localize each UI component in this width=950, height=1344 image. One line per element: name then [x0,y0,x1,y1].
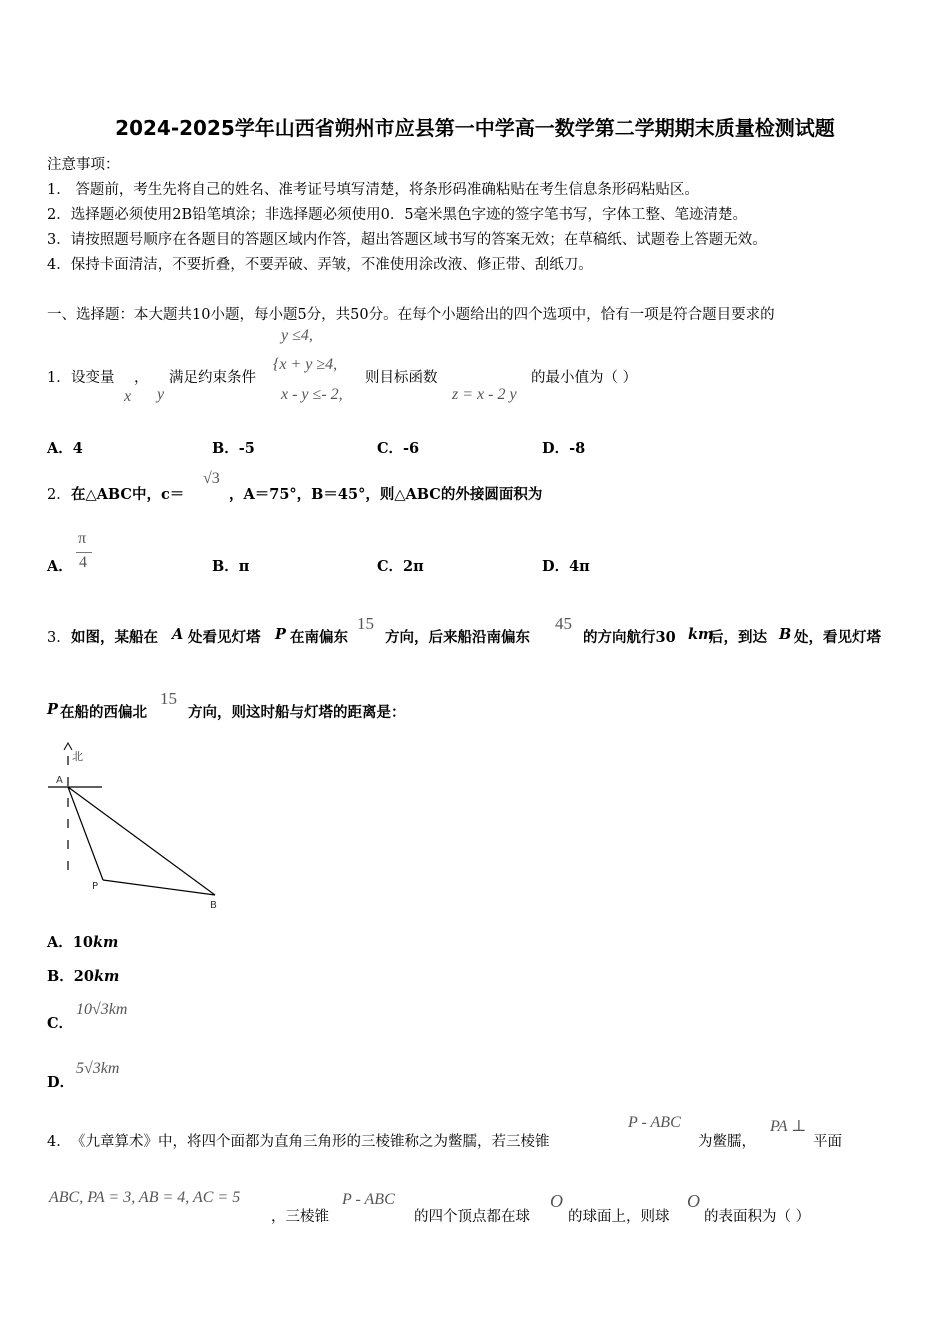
q3-option-c-label: C． [47,1015,74,1032]
q3-angle: 45 [555,614,572,633]
q1-constraint: {x + y ≥4, [273,356,338,373]
q2-text: ，A＝75°，B＝45°，则△ABC的外接圆面积为 [229,486,543,503]
q3-text: 如图，某船在 [71,629,158,646]
note-item: 3．请按照题号顺序在各题目的答题区域内作答，超出答题区域书写的答案无效；在草稿纸、试题卷上答题无效。 [47,232,767,248]
q3-point-b: B [779,626,792,643]
q2-option-b: B．π [212,558,250,575]
q3-option-c: 10√3km [76,1001,128,1018]
q2-number: 2． [47,487,71,503]
q3-text: 方向，后来船沿南偏东 [385,629,530,646]
q1-option-a: A．4 [47,440,83,457]
segment-ap [68,787,103,880]
q3-point-p: P [47,701,58,718]
q3-unit: km [688,626,714,643]
q2-sqrt3: √3 [203,470,220,487]
q4-text: 《九章算术》中，将四个面都为直角三角形的三棱锥称之为鳖臑，若三棱锥 [71,1134,550,1150]
q4-text: 为鳖臑， [698,1134,756,1150]
q1-text: 的最小值为（ ） [531,370,638,386]
fraction-bar [76,552,92,553]
q1-text: 满足约束条件 [169,370,256,386]
q3-text: 方向，则这时船与灯塔的距离是： [188,704,406,721]
q4-text: 的球面上，则球 [568,1209,670,1225]
q2-option-a-denominator: 4 [79,554,87,571]
q3-point-a: A [172,626,184,643]
notes-heading: 注意事项： [47,157,120,173]
q4-math: O [550,1191,563,1211]
q3-text: 的方向航行30 [583,629,676,646]
q3-option-d: 5√3km [76,1060,120,1077]
north-arrow-icon [64,743,72,750]
q4-number: 4． [47,1134,71,1150]
q1-constraint: y ≤4, [281,327,313,344]
label-p: P [92,881,99,892]
q4-math: O [687,1191,700,1211]
q4-text: 平面 [813,1134,842,1150]
note-item: 1． 答题前，考生先将自己的姓名、准考证号填写清楚，将条形码准确粘贴在考生信息条形码粘贴区。 [47,182,699,198]
q3-option-d-label: D． [47,1074,75,1091]
q3-angle: 15 [160,689,177,708]
q4-math: P - ABC [628,1114,681,1131]
q2-option-a-label: A． [47,558,73,575]
q4-text: 的四个顶点都在球 [414,1209,530,1225]
q3-text: 后，到达 [709,629,767,646]
q3-point-p: P [275,626,286,643]
q2-option-c: C．2π [377,558,424,575]
q1-option-d: D．-8 [542,440,586,457]
q4-text: ，三棱锥 [271,1209,329,1225]
segment-ab [68,787,215,895]
q1-var-y: y [157,386,165,403]
north-label: 北 [72,750,83,763]
q1-option-b: B．-5 [212,440,255,457]
q1-text: 则目标函数 [365,370,438,386]
q3-option-a: A．10km [47,934,119,951]
q3-angle: 15 [357,614,374,633]
q2-option-d: D．4π [542,558,590,575]
q4-math: P - ABC [342,1191,395,1208]
q1-var-x: x [124,388,132,405]
q3-text: 在船的西偏北 [60,704,147,721]
q1-objective: z = x - 2 y [452,386,517,403]
q3-text: 处看见灯塔 [188,629,261,646]
q3-number: 3． [47,630,71,646]
q3-text: 在南偏东 [290,629,348,646]
section-heading: 一、选择题：本大题共10小题，每小题5分，共50分。在每个小题给出的四个选项中，恰有一项是符合题目要求的 [47,307,775,323]
label-b: B [210,900,217,911]
q1-constraint: x - y ≤- 2, [281,386,343,403]
label-a: A [56,775,63,786]
q1-option-c: C．-6 [377,440,420,457]
q1-text: 设变量 [71,370,115,386]
q4-text: 的表面积为（ ） [704,1209,811,1225]
note-item: 4．保持卡面清洁，不要折叠，不要弄破、弄皱，不准使用涂改液、修正带、刮纸刀。 [47,257,593,273]
q1-number: 1． [47,370,71,386]
q3-option-b: B．20km [47,968,120,985]
q4-math: ABC, PA = 3, AB = 4, AC = 5 [49,1189,241,1206]
q3-text: 处，看见灯塔 [794,629,881,646]
note-item: 2．选择题必须使用2B铅笔填涂；非选择题必须使用0．5毫米黑色字迹的签字笔书写，字体工整、笔迹清楚。 [47,207,748,223]
q4-math: PA ⊥ [770,1118,807,1135]
page-title: 2024-2025学年山西省朔州市应县第一中学高一数学第二学期期末质量检测试题 [115,116,835,140]
q2-text: 在△ABC中，c＝ [71,486,185,503]
q3-figure [45,740,225,915]
q2-option-a-numerator: π [78,530,87,547]
q1-text: ， [134,370,149,386]
